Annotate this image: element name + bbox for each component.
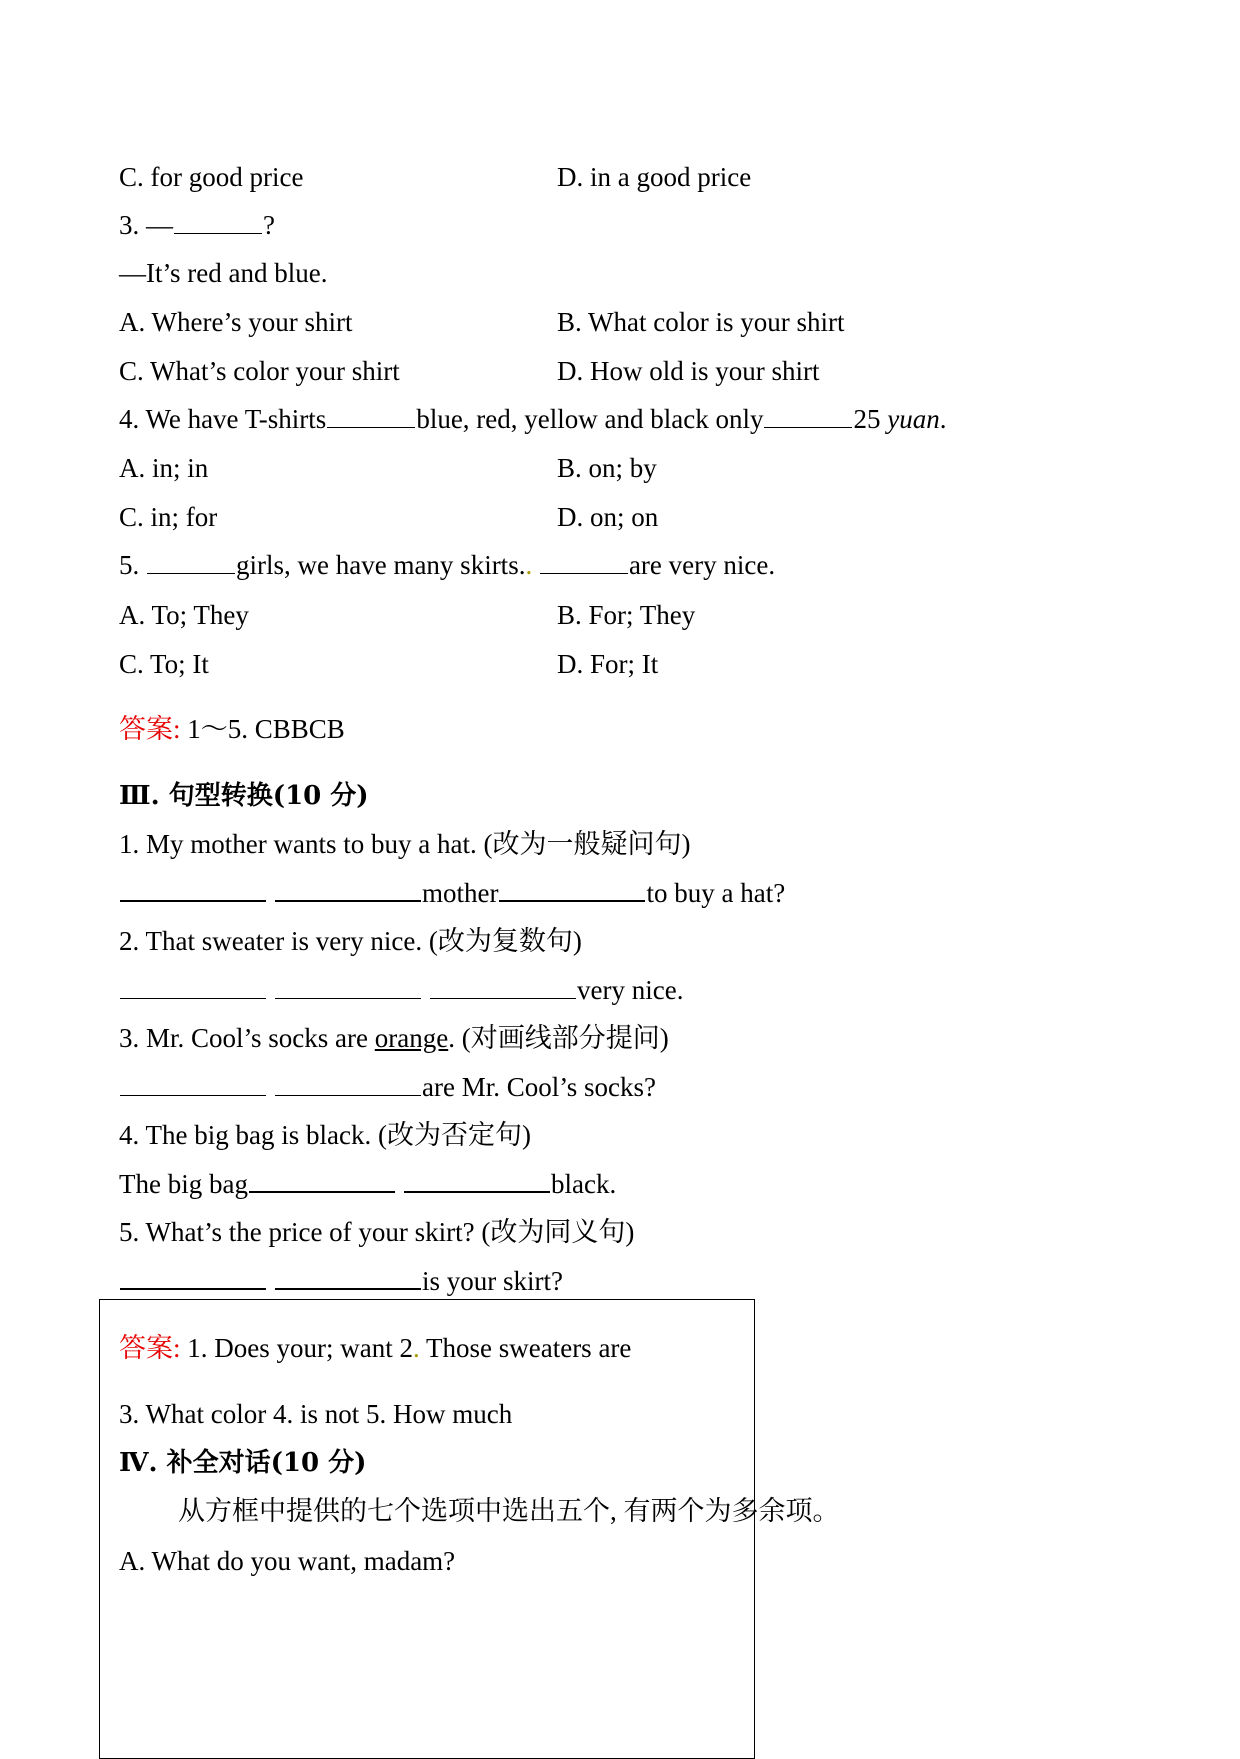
blank xyxy=(275,1094,421,1096)
q3-option-b: B. What color is your shirt xyxy=(557,307,845,337)
q5-option-b: B. For; They xyxy=(557,600,696,630)
blank xyxy=(120,1287,266,1290)
q5-blank-2 xyxy=(540,572,628,574)
q5-option-a: A. To; They xyxy=(119,600,249,630)
section4-option-a: A. What do you want, madam? xyxy=(119,1546,456,1576)
q4-option-b: B. on; by xyxy=(557,453,657,483)
blank xyxy=(275,997,421,999)
answer-label: 答案: xyxy=(119,714,181,744)
q3-reply: —It’s red and blue. xyxy=(119,258,328,288)
blank xyxy=(275,899,421,902)
answer-label: 答案: xyxy=(119,1333,181,1363)
s3-q3-answer-line: are Mr. Cool’s socks? xyxy=(119,1070,656,1104)
answer-box-frame xyxy=(99,1299,755,1759)
s3-q2-text: 2. That sweater is very nice. (改为复数句) xyxy=(119,926,582,956)
s3-q5-answer-line: is your skirt? xyxy=(119,1264,563,1298)
blank xyxy=(120,1094,266,1096)
q3-blank xyxy=(174,232,262,234)
s3-q2-answer-line: very nice. xyxy=(119,973,683,1007)
answer-text: 1～5. CBBCB xyxy=(180,714,345,744)
q3-option-row-cd xyxy=(119,354,820,388)
q2-option-row-cd xyxy=(119,160,752,194)
blank xyxy=(404,1190,550,1193)
q5-option-row-cd xyxy=(119,647,659,681)
s3-q5-text: 5. What’s the price of your skirt? (改为同义句) xyxy=(119,1217,635,1247)
s3-q4-answer-line: The big bag black. xyxy=(119,1169,617,1199)
section3-answer-line2: 3. What color 4. is not 5. How much xyxy=(119,1399,513,1429)
s3-q4-text: 4. The big bag is black. (改为否定句) xyxy=(119,1120,531,1150)
q5-option-row-ab xyxy=(119,598,696,632)
section3-answer-line1: 答案: 1. Does your; want 2. Those sweaters are xyxy=(119,1333,632,1363)
underlined-word: orange xyxy=(374,1023,449,1053)
blank xyxy=(499,899,645,902)
q3-stem: 3. — ? xyxy=(119,210,275,240)
q5-option-c: C. To; It xyxy=(119,649,209,679)
blank xyxy=(120,899,266,902)
s3-q1-answer-line: mother to buy a hat? xyxy=(119,876,785,910)
s3-q1-text: 1. My mother wants to buy a hat. (改为一般疑问句) xyxy=(119,829,691,859)
q5-blank-1 xyxy=(147,572,235,574)
q4-blank-2 xyxy=(764,426,852,428)
section2-answer xyxy=(119,712,345,746)
section4-heading: Ⅳ. 补全对话(10 分) xyxy=(119,1448,367,1478)
section4-instruction: 从方框中提供的七个选项中选出五个, 有两个为多余项。 xyxy=(178,1496,840,1526)
s3-q3-text: 3. Mr. Cool’s socks are orange. (对画线部分提问) xyxy=(119,1023,669,1053)
blank xyxy=(249,1190,395,1193)
blank xyxy=(430,997,576,999)
q4-stem: 4. We have T-shirts blue, red, yellow and black only 25 yuan. xyxy=(119,404,947,434)
q3-option-a: A. Where’s your shirt xyxy=(119,307,353,337)
q4-option-a: A. in; in xyxy=(119,453,209,483)
q5-option-d: D. For; It xyxy=(557,649,659,679)
q4-blank-1 xyxy=(327,426,415,428)
blank xyxy=(275,1287,421,1290)
q3-option-d: D. How old is your shirt xyxy=(557,356,820,386)
q2-option-c: C. for good price xyxy=(119,162,304,192)
blank xyxy=(120,997,266,999)
q2-option-d: D. in a good price xyxy=(557,162,752,192)
q4-option-d: D. on; on xyxy=(557,502,659,532)
q3-option-row-ab xyxy=(119,305,845,339)
q3-option-c: C. What’s color your shirt xyxy=(119,356,400,386)
q4-option-c: C. in; for xyxy=(119,502,218,532)
section3-heading: Ⅲ. 句型转换(10 分) xyxy=(119,781,369,811)
q4-option-row-ab xyxy=(119,451,657,485)
q4-option-row-cd xyxy=(119,500,659,534)
q5-stem: 5. girls, we have many skirts.. are very nice. xyxy=(119,550,776,580)
